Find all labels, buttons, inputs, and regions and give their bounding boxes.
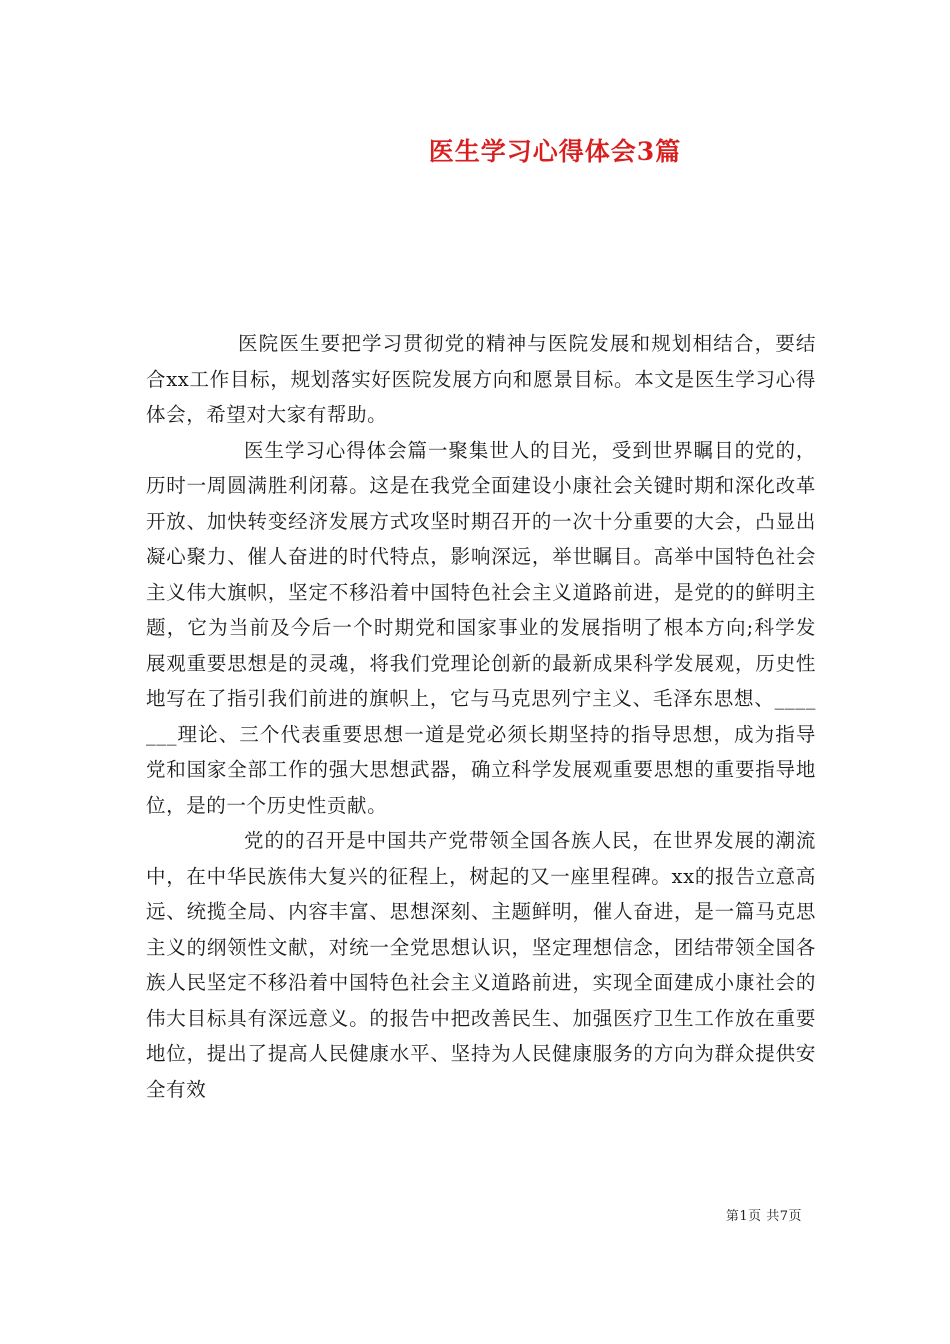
intro-paragraph: 医院医生要把学习贯彻党的精神与医院发展和规划相结合，要结合xx工作目标，规划落实好医院发展方向和愿景目标。本文是医生学习心得体会，希望对大家有帮助。 xyxy=(146,332,816,426)
body-paragraph-2: 党的的召开是中国共产党带领全国各族人民，在世界发展的潮流中，在中华民族伟大复兴的征程上，树起的又一座里程碑。xx的报告立意高远、统揽全局、内容丰富、思想深刻、主题鲜明，催人奋进，是一篇马克思主义的纲领性文献，对统一全党思想认识，坚定理想信念，团结带领全国各族人民坚定不移沿着中国特色社会主义道路前进，实现全面建成小康社会的伟大目标具有深远意义。的报告中把改善民生、加强医疗卫生工作放在重要地位，提出了提高人民健康水平、坚持为人民健康服务的方向为群众提供安全有效 xyxy=(146,829,816,1101)
document-title: 医生学习心得体会3篇 xyxy=(428,137,682,166)
page-number-footer: 第1页 共7页 xyxy=(725,1209,802,1224)
document-body xyxy=(146,326,816,1107)
body-paragraph-1: 医生学习心得体会篇一聚集世人的目光，受到世界瞩目的党的，历时一周圆满胜利闭幕。这是在我党全面建设小康社会关键时期和深化改革开放、加快转变经济发展方式攻坚时期召开的一次十分重要的大会，凸显出凝心聚力、催人奋进的时代特点，影响深远，举世瞩目。高举中国特色社会主义伟大旗帜，坚定不移沿着中国特色社会主义道路前进，是党的的鲜明主题，它为当前及今后一个时期党和国家事业的发展指明了根本方向;科学发展观重要思想是的灵魂，将我们党理论创新的最新成果科学发展观，历史性地写在了指引我们前进的旗帜上，它与马克思列宁主义、毛泽东思想、_______理论、三个代表重要思想一道是党必须长期坚持的指导思想，成为指导党和国家全部工作的强大思想武器，确立科学发展观重要思想的重要指导地位，是的一个历史性贡献。 xyxy=(146,438,816,817)
